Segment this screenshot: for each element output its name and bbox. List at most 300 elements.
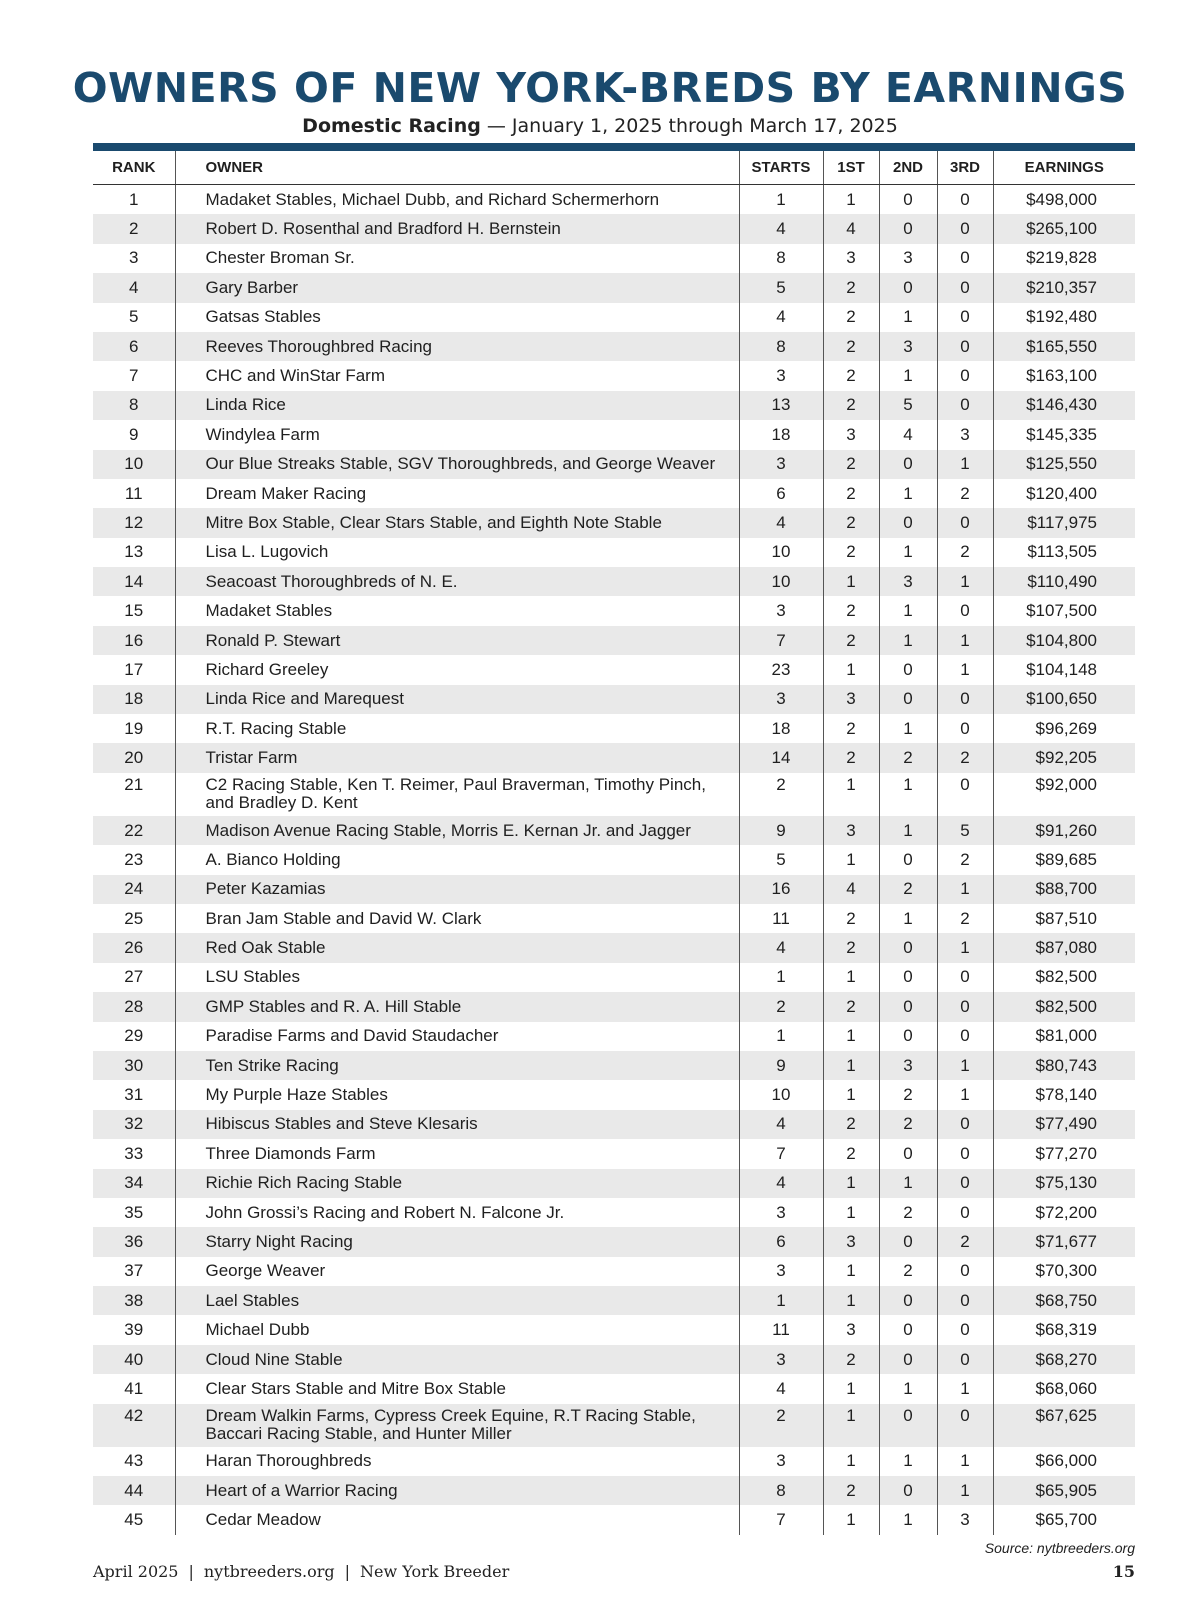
cell-2nd: 1 [879, 773, 937, 816]
cell-3rd: 1 [937, 1051, 993, 1080]
cell-starts: 7 [739, 1505, 823, 1534]
cell-1st: 2 [823, 361, 879, 390]
cell-owner: Haran Thoroughbreds [175, 1447, 739, 1476]
cell-owner: Gary Barber [175, 273, 739, 302]
cell-1st: 1 [823, 655, 879, 684]
cell-owner: Cloud Nine Stable [175, 1345, 739, 1374]
cell-starts: 18 [739, 420, 823, 449]
cell-3rd: 1 [937, 933, 993, 962]
cell-owner: Linda Rice and Marequest [175, 685, 739, 714]
cell-earnings: $82,500 [993, 992, 1135, 1021]
cell-rank: 35 [124, 1202, 144, 1222]
cell-2nd: 1 [879, 596, 937, 625]
cell-3rd: 0 [937, 1315, 993, 1344]
table-row [93, 845, 1135, 874]
cell-rank: 22 [93, 816, 175, 845]
cell-1st: 3 [823, 244, 879, 273]
table-row [93, 1080, 1135, 1109]
cell-earnings: $88,700 [993, 875, 1135, 904]
cell-1st: 3 [823, 1227, 879, 1256]
cell-owner: Peter Kazamias [175, 875, 739, 904]
cell-1st: 2 [823, 596, 879, 625]
cell-starts: 4 [739, 303, 823, 332]
footer-site: nytbreeders.org [203, 1562, 335, 1581]
cell-earnings: $71,677 [993, 1227, 1135, 1256]
cell-starts: 23 [739, 655, 823, 684]
cell-starts: 9 [739, 816, 823, 845]
table-row [93, 244, 1135, 273]
table-row [93, 450, 1135, 479]
cell-2nd: 1 [879, 1169, 937, 1198]
cell-1st: 1 [823, 1404, 879, 1447]
footer-separator: | [188, 1562, 194, 1581]
cell-rank: 36 [93, 1227, 175, 1256]
cell-starts: 9 [739, 1051, 823, 1080]
table-row [93, 655, 1135, 684]
cell-2nd: 1 [879, 904, 937, 933]
cell-1st: 1 [823, 1198, 879, 1227]
cell-2nd: 3 [879, 1051, 937, 1080]
cell-rank: 9 [129, 424, 139, 444]
cell-starts: 4 [739, 933, 823, 962]
cell-1st: 1 [823, 963, 879, 992]
column-header-2nd: 2ND [879, 151, 937, 185]
table-row [93, 1374, 1135, 1403]
cell-1st: 2 [823, 904, 879, 933]
cell-3rd: 1 [937, 626, 993, 655]
cell-starts: 5 [739, 273, 823, 302]
cell-1st: 2 [823, 332, 879, 361]
table-row [93, 1404, 1135, 1447]
cell-earnings: $163,100 [993, 361, 1135, 390]
cell-rank: 37 [124, 1261, 144, 1281]
cell-owner: Chester Broman Sr. [175, 244, 739, 273]
cell-1st: 4 [823, 875, 879, 904]
cell-rank: 8 [93, 391, 175, 420]
table-row [93, 1051, 1135, 1080]
cell-starts: 16 [739, 875, 823, 904]
cell-starts: 7 [739, 1139, 823, 1168]
cell-3rd: 0 [937, 508, 993, 537]
subtitle-date-range: — January 1, 2025 through March 17, 2025 [480, 115, 898, 137]
cell-earnings: $68,750 [993, 1286, 1135, 1315]
table-row [93, 303, 1135, 332]
cell-2nd: 3 [879, 567, 937, 596]
cell-1st: 1 [823, 185, 879, 215]
cell-3rd: 2 [937, 479, 993, 508]
table-row [93, 391, 1135, 420]
cell-2nd: 1 [879, 361, 937, 390]
column-header-starts: STARTS [739, 151, 823, 185]
cell-earnings: $107,500 [993, 596, 1135, 625]
cell-2nd: 1 [879, 714, 937, 743]
cell-rank: 23 [124, 849, 144, 869]
cell-starts: 3 [739, 450, 823, 479]
earnings-table [93, 151, 1135, 1535]
cell-1st: 3 [823, 685, 879, 714]
cell-owner: Linda Rice [175, 391, 739, 420]
cell-1st: 1 [823, 1505, 879, 1534]
table-row [93, 567, 1135, 596]
table-row [93, 185, 1135, 215]
source-note: Source: nytbreeders.org [984, 1540, 1135, 1556]
column-header-3rd: 3RD [937, 151, 993, 185]
cell-rank: 40 [93, 1345, 175, 1374]
cell-2nd: 4 [879, 420, 937, 449]
cell-1st: 2 [823, 933, 879, 962]
cell-3rd: 3 [937, 420, 993, 449]
cell-earnings: $113,505 [993, 538, 1135, 567]
cell-3rd: 0 [937, 303, 993, 332]
table-row [93, 963, 1135, 992]
cell-3rd: 0 [937, 273, 993, 302]
cell-1st: 2 [823, 1139, 879, 1168]
cell-rank: 16 [93, 626, 175, 655]
cell-starts: 8 [739, 244, 823, 273]
cell-3rd: 0 [937, 773, 993, 816]
cell-starts: 4 [739, 1169, 823, 1198]
cell-starts: 3 [739, 1345, 823, 1374]
cell-owner: Reeves Thoroughbred Racing [175, 332, 739, 361]
table-row [93, 273, 1135, 302]
cell-1st: 1 [823, 1051, 879, 1080]
cell-3rd: 0 [937, 361, 993, 390]
cell-3rd: 2 [937, 845, 993, 874]
cell-rank: 15 [124, 601, 144, 621]
cell-1st: 2 [823, 626, 879, 655]
cell-starts: 18 [739, 714, 823, 743]
cell-2nd: 0 [879, 185, 937, 215]
table-row [93, 538, 1135, 567]
cell-earnings: $65,905 [993, 1476, 1135, 1505]
cell-3rd: 2 [937, 904, 993, 933]
cell-earnings: $104,800 [993, 626, 1135, 655]
cell-earnings: $67,625 [993, 1404, 1135, 1447]
cell-3rd: 0 [937, 1286, 993, 1315]
column-header-rank: RANK [93, 151, 175, 185]
cell-owner: Clear Stars Stable and Mitre Box Stable [175, 1374, 739, 1403]
page-title: OWNERS OF NEW YORK-BREDS BY EARNINGS [72, 64, 1128, 112]
cell-3rd: 0 [937, 596, 993, 625]
cell-earnings: $68,319 [993, 1315, 1135, 1344]
cell-1st: 2 [823, 508, 879, 537]
cell-starts: 1 [739, 1022, 823, 1051]
cell-1st: 2 [823, 1345, 879, 1374]
cell-earnings: $265,100 [993, 214, 1135, 243]
cell-2nd: 1 [879, 1505, 937, 1534]
cell-2nd: 1 [879, 538, 937, 567]
cell-2nd: 3 [879, 332, 937, 361]
cell-earnings: $87,510 [993, 904, 1135, 933]
cell-starts: 11 [739, 904, 823, 933]
cell-earnings: $80,743 [993, 1051, 1135, 1080]
cell-1st: 1 [823, 567, 879, 596]
cell-owner: Richard Greeley [175, 655, 739, 684]
cell-1st: 4 [823, 214, 879, 243]
cell-rank: 42 [93, 1404, 175, 1447]
table-row [93, 596, 1135, 625]
cell-owner: C2 Racing Stable, Ken T. Reimer, Paul Braverman, Timothy Pinch, and Bradley D. Kent [175, 773, 739, 816]
cell-1st: 1 [823, 1169, 879, 1198]
cell-3rd: 0 [937, 1198, 993, 1227]
table-body [93, 185, 1135, 1535]
cell-earnings: $77,270 [993, 1139, 1135, 1168]
cell-owner: Bran Jam Stable and David W. Clark [175, 904, 739, 933]
cell-rank: 31 [124, 1085, 144, 1105]
table-row [93, 508, 1135, 537]
cell-earnings: $81,000 [993, 1022, 1135, 1051]
cell-owner: Lael Stables [175, 1286, 739, 1315]
table-row [93, 1022, 1135, 1051]
cell-owner: Starry Night Racing [175, 1227, 739, 1256]
cell-starts: 1 [739, 963, 823, 992]
header-rule [93, 143, 1135, 151]
cell-3rd: 1 [937, 567, 993, 596]
cell-rank: 6 [93, 332, 175, 361]
cell-3rd: 2 [937, 1227, 993, 1256]
cell-earnings: $65,700 [993, 1505, 1135, 1534]
cell-2nd: 2 [879, 743, 937, 772]
cell-earnings: $120,400 [993, 479, 1135, 508]
cell-starts: 6 [739, 479, 823, 508]
cell-earnings: $165,550 [993, 332, 1135, 361]
cell-owner: Red Oak Stable [175, 933, 739, 962]
table-row [93, 933, 1135, 962]
cell-3rd: 2 [937, 538, 993, 567]
cell-1st: 1 [823, 1080, 879, 1109]
cell-1st: 1 [823, 1447, 879, 1476]
cell-2nd: 0 [879, 1345, 937, 1374]
cell-starts: 10 [739, 567, 823, 596]
cell-3rd: 0 [937, 685, 993, 714]
table-row [93, 479, 1135, 508]
cell-rank: 11 [124, 483, 143, 503]
cell-earnings: $78,140 [993, 1080, 1135, 1109]
cell-2nd: 0 [879, 992, 937, 1021]
cell-2nd: 0 [879, 273, 937, 302]
cell-2nd: 0 [879, 845, 937, 874]
cell-1st: 2 [823, 391, 879, 420]
table-row [93, 1286, 1135, 1315]
cell-2nd: 0 [879, 685, 937, 714]
cell-2nd: 1 [879, 479, 937, 508]
cell-earnings: $104,148 [993, 655, 1135, 684]
cell-3rd: 0 [937, 1022, 993, 1051]
cell-rank: 41 [124, 1378, 144, 1398]
cell-rank: 17 [124, 659, 144, 679]
cell-3rd: 1 [937, 875, 993, 904]
table-row [93, 1505, 1135, 1534]
cell-starts: 10 [739, 1080, 823, 1109]
cell-2nd: 0 [879, 1476, 937, 1505]
cell-rank: 4 [93, 273, 175, 302]
cell-2nd: 0 [879, 1315, 937, 1344]
table-row [93, 626, 1135, 655]
cell-3rd: 2 [937, 743, 993, 772]
cell-2nd: 1 [879, 626, 937, 655]
footer-publication: New York Breeder [360, 1562, 510, 1581]
cell-earnings: $96,269 [993, 714, 1135, 743]
cell-2nd: 0 [879, 1227, 937, 1256]
cell-owner: A. Bianco Holding [175, 845, 739, 874]
cell-starts: 2 [739, 773, 823, 816]
cell-owner: Richie Rich Racing Stable [175, 1169, 739, 1198]
cell-starts: 4 [739, 1374, 823, 1403]
cell-1st: 1 [823, 1257, 879, 1286]
cell-1st: 2 [823, 450, 879, 479]
cell-earnings: $87,080 [993, 933, 1135, 962]
cell-rank: 39 [124, 1320, 144, 1340]
table-row [93, 1345, 1135, 1374]
cell-1st: 2 [823, 479, 879, 508]
cell-starts: 1 [739, 185, 823, 215]
page-number: 15 [1112, 1562, 1135, 1581]
cell-1st: 2 [823, 303, 879, 332]
page-footer [93, 1562, 509, 1581]
cell-2nd: 0 [879, 508, 937, 537]
cell-rank: 3 [129, 248, 139, 268]
cell-3rd: 0 [937, 244, 993, 273]
cell-owner: Michael Dubb [175, 1315, 739, 1344]
table-row [93, 1227, 1135, 1256]
cell-1st: 1 [823, 773, 879, 816]
cell-2nd: 5 [879, 391, 937, 420]
cell-3rd: 0 [937, 1110, 993, 1139]
cell-3rd: 5 [937, 816, 993, 845]
cell-earnings: $89,685 [993, 845, 1135, 874]
cell-rank: 43 [124, 1451, 144, 1471]
table-row [93, 420, 1135, 449]
cell-3rd: 0 [937, 332, 993, 361]
cell-2nd: 1 [879, 1447, 937, 1476]
cell-1st: 2 [823, 714, 879, 743]
cell-rank: 34 [93, 1169, 175, 1198]
cell-1st: 3 [823, 420, 879, 449]
table-row [93, 1110, 1135, 1139]
cell-2nd: 2 [879, 1257, 937, 1286]
cell-rank: 20 [93, 743, 175, 772]
cell-3rd: 0 [937, 714, 993, 743]
cell-starts: 3 [739, 361, 823, 390]
cell-earnings: $145,335 [993, 420, 1135, 449]
column-header-earnings: EARNINGS [993, 151, 1135, 185]
cell-earnings: $498,000 [993, 185, 1135, 215]
cell-2nd: 0 [879, 450, 937, 479]
cell-3rd: 0 [937, 1139, 993, 1168]
cell-1st: 2 [823, 743, 879, 772]
cell-owner: Hibiscus Stables and Steve Klesaris [175, 1110, 739, 1139]
cell-earnings: $66,000 [993, 1447, 1135, 1476]
cell-starts: 1 [739, 1286, 823, 1315]
cell-3rd: 3 [937, 1505, 993, 1534]
cell-2nd: 2 [879, 1110, 937, 1139]
cell-owner: Three Diamonds Farm [175, 1139, 739, 1168]
cell-starts: 7 [739, 626, 823, 655]
cell-rank: 19 [124, 718, 144, 738]
cell-1st: 2 [823, 1476, 879, 1505]
table-row [93, 743, 1135, 772]
cell-3rd: 1 [937, 1374, 993, 1403]
cell-3rd: 1 [937, 1476, 993, 1505]
cell-earnings: $77,490 [993, 1110, 1135, 1139]
cell-starts: 6 [739, 1227, 823, 1256]
cell-earnings: $72,200 [993, 1198, 1135, 1227]
cell-earnings: $82,500 [993, 963, 1135, 992]
cell-earnings: $68,060 [993, 1374, 1135, 1403]
cell-starts: 10 [739, 538, 823, 567]
cell-2nd: 2 [879, 875, 937, 904]
cell-starts: 8 [739, 332, 823, 361]
cell-owner: Lisa L. Lugovich [175, 538, 739, 567]
subtitle [0, 115, 1200, 137]
cell-earnings: $92,205 [993, 743, 1135, 772]
cell-earnings: $68,270 [993, 1345, 1135, 1374]
cell-starts: 4 [739, 508, 823, 537]
cell-owner: Tristar Farm [175, 743, 739, 772]
table-row [93, 904, 1135, 933]
cell-starts: 2 [739, 992, 823, 1021]
cell-rank: 45 [124, 1510, 144, 1530]
cell-owner: LSU Stables [175, 963, 739, 992]
cell-2nd: 2 [879, 1080, 937, 1109]
cell-rank: 7 [129, 366, 139, 386]
cell-2nd: 1 [879, 1374, 937, 1403]
cell-earnings: $92,000 [993, 773, 1135, 816]
cell-3rd: 0 [937, 992, 993, 1021]
table-row [93, 685, 1135, 714]
cell-earnings: $91,260 [993, 816, 1135, 845]
cell-rank: 32 [93, 1110, 175, 1139]
table-row [93, 714, 1135, 743]
cell-rank: 44 [93, 1476, 175, 1505]
cell-rank: 12 [93, 508, 175, 537]
cell-owner: Dream Walkin Farms, Cypress Creek Equine, R.T Racing Stable, Baccari Racing Stable, and Hunter Miller [175, 1404, 739, 1447]
cell-owner: GMP Stables and R. A. Hill Stable [175, 992, 739, 1021]
cell-earnings: $146,430 [993, 391, 1135, 420]
cell-starts: 2 [739, 1404, 823, 1447]
cell-owner: John Grossi’s Racing and Robert N. Falcone Jr. [175, 1198, 739, 1227]
cell-2nd: 3 [879, 244, 937, 273]
cell-3rd: 1 [937, 450, 993, 479]
footer-date: April 2025 [93, 1562, 179, 1581]
cell-starts: 4 [739, 1110, 823, 1139]
cell-1st: 1 [823, 1374, 879, 1403]
cell-owner: Madaket Stables [175, 596, 739, 625]
cell-owner: Our Blue Streaks Stable, SGV Thoroughbreds, and George Weaver [175, 450, 739, 479]
table-header-row [93, 151, 1135, 185]
cell-3rd: 0 [937, 1345, 993, 1374]
cell-owner: CHC and WinStar Farm [175, 361, 739, 390]
table-row [93, 773, 1135, 816]
column-header-1st: 1ST [823, 151, 879, 185]
cell-rank: 28 [93, 992, 175, 1021]
cell-owner: Cedar Meadow [175, 1505, 739, 1534]
cell-3rd: 0 [937, 963, 993, 992]
table-row [93, 214, 1135, 243]
cell-owner: Seacoast Thoroughbreds of N. E. [175, 567, 739, 596]
cell-rank: 27 [124, 967, 144, 987]
cell-starts: 13 [739, 391, 823, 420]
cell-owner: Ronald P. Stewart [175, 626, 739, 655]
cell-1st: 3 [823, 1315, 879, 1344]
cell-rank: 13 [124, 542, 144, 562]
cell-rank: 24 [93, 875, 175, 904]
cell-earnings: $219,828 [993, 244, 1135, 273]
cell-3rd: 0 [937, 1169, 993, 1198]
cell-2nd: 0 [879, 1286, 937, 1315]
cell-earnings: $110,490 [993, 567, 1135, 596]
cell-2nd: 2 [879, 1198, 937, 1227]
